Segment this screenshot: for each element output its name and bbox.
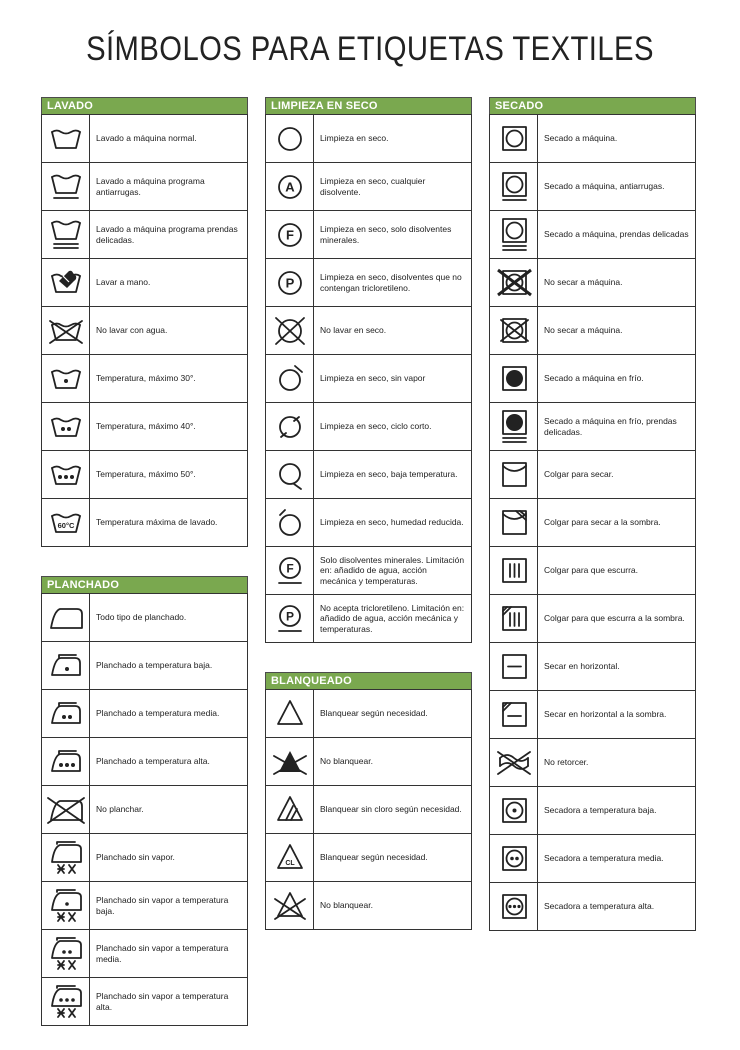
symbol-row	[42, 834, 247, 882]
symbol-row	[266, 259, 471, 307]
iron-one-dot-icon	[42, 642, 90, 689]
tumble-dry-icon	[490, 115, 538, 162]
do-not-wash-icon	[42, 307, 90, 354]
symbol-row	[42, 786, 247, 834]
symbol-row	[266, 499, 471, 547]
symbol-description: No acepta tricloretileno. Limitación en: añadido de agua, acción mecánica y temperaturas.	[320, 602, 465, 634]
dry-clean-no-steam-icon	[266, 355, 314, 402]
symbol-row	[266, 786, 471, 834]
svg-text:A: A	[284, 179, 295, 194]
wash-60c-icon	[42, 499, 90, 546]
symbol-description: Lavado a máquina programa antiarrugas.	[96, 176, 205, 197]
symbol-row	[42, 163, 247, 211]
do-not-bleach-icon	[266, 882, 314, 929]
symbol-description: Secar en horizontal a la sombra.	[544, 709, 667, 720]
symbol-row	[266, 595, 471, 643]
symbol-list	[41, 114, 248, 547]
symbol-description: Temperatura, máximo 30°.	[96, 373, 196, 384]
symbol-row	[42, 642, 247, 690]
symbol-description: Limpieza en seco, baja temperatura.	[320, 469, 458, 480]
dry-flat-shade-icon	[490, 691, 538, 738]
symbol-row	[266, 307, 471, 355]
symbol-row	[490, 163, 695, 211]
bleach-triangle-icon	[266, 690, 314, 737]
symbol-row	[490, 355, 695, 403]
symbol-row	[266, 355, 471, 403]
symbol-row	[490, 499, 695, 547]
symbol-row	[490, 739, 695, 787]
symbol-description: Colgar para secar a la sombra.	[544, 517, 661, 528]
symbol-row	[42, 259, 247, 307]
do-not-tumble-dry-bold-icon	[490, 259, 538, 306]
svg-text:P: P	[285, 275, 294, 290]
wash-tub-two-bars-icon	[42, 211, 90, 258]
symbol-row	[42, 499, 247, 547]
section-lavado	[41, 97, 248, 547]
symbol-description: No lavar en seco.	[320, 325, 387, 336]
tumble-dry-low-icon	[490, 787, 538, 834]
symbol-description: Limpieza en seco, ciclo corto.	[320, 421, 432, 432]
symbol-description: Lavar a mano.	[96, 277, 151, 288]
symbol-description: Temperatura, máximo 50°.	[96, 469, 196, 480]
symbol-description: Temperatura, máximo 40°.	[96, 421, 196, 432]
symbol-row	[490, 211, 695, 259]
do-not-tumble-dry-icon	[490, 307, 538, 354]
wash-tub-one-bar-icon	[42, 163, 90, 210]
section-header: BLANQUEADO	[265, 672, 472, 689]
symbol-row	[42, 355, 247, 403]
section-limpieza-en-seco	[265, 97, 472, 643]
symbol-row	[42, 738, 247, 786]
symbol-description: Secado a máquina en frío, prendas delicadas.	[544, 416, 677, 437]
tumble-dry-cold-delicate-icon	[490, 403, 538, 450]
tumble-dry-medium-icon	[490, 835, 538, 882]
dry-flat-icon	[490, 643, 538, 690]
iron-two-dots-icon	[42, 690, 90, 737]
symbol-row	[490, 787, 695, 835]
symbol-description: No lavar con agua.	[96, 325, 168, 336]
dry-clean-p-icon	[266, 259, 314, 306]
symbol-row	[42, 307, 247, 355]
symbol-row	[42, 882, 247, 930]
symbol-row	[42, 930, 247, 978]
section-header: LIMPIEZA EN SECO	[265, 97, 472, 114]
symbol-description: Temperatura máxima de lavado.	[96, 517, 218, 528]
symbol-row	[490, 643, 695, 691]
symbol-description: Colgar para que escurra a la sombra.	[544, 613, 685, 624]
symbol-row	[266, 403, 471, 451]
symbol-row	[266, 451, 471, 499]
symbol-row	[266, 882, 471, 930]
wash-one-dot-icon	[42, 355, 90, 402]
svg-text:60°C: 60°C	[57, 520, 74, 530]
symbol-description: Colgar para secar.	[544, 469, 614, 480]
dry-clean-reduced-moisture-icon	[266, 499, 314, 546]
symbol-row	[490, 307, 695, 355]
symbol-description: No blanquear.	[320, 756, 373, 767]
symbol-description: Secadora a temperatura media.	[544, 853, 664, 864]
tumble-dry-high-icon	[490, 883, 538, 930]
dry-clean-f-gentle-icon	[266, 547, 314, 594]
symbol-description: Secadora a temperatura baja.	[544, 805, 657, 816]
symbol-row	[42, 594, 247, 642]
symbol-description: Planchado a temperatura baja.	[96, 660, 213, 671]
symbol-description: Limpieza en seco, cualquier disolvente.	[320, 176, 426, 197]
section-header: SECADO	[489, 97, 696, 114]
symbol-row	[42, 978, 247, 1026]
symbol-description: Colgar para que escurra.	[544, 565, 639, 576]
non-chlorine-bleach-icon	[266, 786, 314, 833]
symbol-description: Limpieza en seco.	[320, 133, 389, 144]
iron-no-steam-one-dot-icon	[42, 882, 90, 929]
symbol-list	[41, 593, 248, 1026]
symbol-description: Secadora a temperatura alta.	[544, 901, 655, 912]
symbol-description: Secado a máquina, antiarrugas.	[544, 181, 665, 192]
symbol-description: Planchado sin vapor a temperatura media.	[96, 943, 229, 964]
dry-clean-a-icon	[266, 163, 314, 210]
svg-text:F: F	[285, 561, 294, 575]
symbol-description: Planchado sin vapor a temperatura alta.	[96, 991, 229, 1012]
iron-no-steam-three-dots-icon	[42, 978, 90, 1025]
dry-clean-low-temp-icon	[266, 451, 314, 498]
symbol-description: Limpieza en seco, humedad reducida.	[320, 517, 464, 528]
symbol-row	[266, 115, 471, 163]
svg-text:F: F	[285, 227, 294, 242]
symbol-row	[490, 547, 695, 595]
symbol-description: Blanquear sin cloro según necesidad.	[320, 804, 462, 815]
symbol-description: Limpieza en seco, solo disolventes minerales.	[320, 224, 452, 245]
symbol-row	[266, 547, 471, 595]
symbol-row	[490, 259, 695, 307]
dry-clean-p-gentle-icon	[266, 595, 314, 642]
symbol-row	[490, 451, 695, 499]
symbol-list	[265, 114, 472, 643]
symbol-row	[266, 163, 471, 211]
symbol-description: No retorcer.	[544, 757, 589, 768]
symbol-description: Limpieza en seco, sin vapor	[320, 373, 426, 384]
tumble-dry-cold-icon	[490, 355, 538, 402]
symbol-description: Secar en horizontal.	[544, 661, 620, 672]
page-title: SÍMBOLOS PARA ETIQUETAS TEXTILES	[86, 30, 654, 68]
symbol-description: No secar a máquina.	[544, 277, 623, 288]
symbol-row	[490, 883, 695, 931]
symbol-row	[42, 690, 247, 738]
tumble-dry-two-bars-icon	[490, 211, 538, 258]
hand-wash-icon	[42, 259, 90, 306]
section-blanqueado	[265, 672, 472, 930]
line-dry-icon	[490, 451, 538, 498]
symbol-row	[42, 115, 247, 163]
do-not-wring-icon	[490, 739, 538, 786]
symbol-row	[490, 595, 695, 643]
symbol-row	[490, 691, 695, 739]
symbol-description: No blanquear.	[320, 900, 373, 911]
svg-text:P: P	[285, 609, 294, 623]
symbol-row	[490, 115, 695, 163]
symbol-description: Blanquear según necesidad.	[320, 852, 428, 863]
symbol-description: No secar a máquina.	[544, 325, 623, 336]
iron-icon	[42, 594, 90, 641]
symbol-row	[42, 403, 247, 451]
section-planchado	[41, 576, 248, 1026]
dry-clean-circle-icon	[266, 115, 314, 162]
symbol-row	[266, 690, 471, 738]
line-dry-shade-icon	[490, 499, 538, 546]
section-header: LAVADO	[41, 97, 248, 114]
do-not-bleach-filled-icon	[266, 738, 314, 785]
symbol-row	[266, 738, 471, 786]
symbol-list	[265, 689, 472, 930]
svg-text:CL: CL	[284, 859, 295, 867]
symbol-description: Secado a máquina.	[544, 133, 618, 144]
symbol-description: Planchado sin vapor a temperatura baja.	[96, 895, 229, 916]
symbol-row	[42, 211, 247, 259]
symbol-row	[42, 451, 247, 499]
symbol-description: Secado a máquina, prendas delicadas	[544, 229, 689, 240]
symbol-description: Planchado a temperatura alta.	[96, 756, 210, 767]
wash-tub-icon	[42, 115, 90, 162]
drip-dry-shade-icon	[490, 595, 538, 642]
tumble-dry-one-bar-icon	[490, 163, 538, 210]
iron-three-dots-icon	[42, 738, 90, 785]
symbol-description: Secado a máquina en frío.	[544, 373, 644, 384]
section-header: PLANCHADO	[41, 576, 248, 593]
dry-clean-short-cycle-icon	[266, 403, 314, 450]
symbol-description: Lavado a máquina programa prendas delicadas.	[96, 224, 238, 245]
iron-no-steam-two-dots-icon	[42, 930, 90, 977]
do-not-iron-icon	[42, 786, 90, 833]
symbol-description: Blanquear según necesidad.	[320, 708, 428, 719]
symbol-description: Planchado a temperatura media.	[96, 708, 220, 719]
iron-no-steam-icon	[42, 834, 90, 881]
symbol-row	[490, 403, 695, 451]
symbol-description: Lavado a máquina normal.	[96, 133, 197, 144]
symbol-list	[489, 114, 696, 931]
symbol-row	[266, 211, 471, 259]
symbol-row	[490, 835, 695, 883]
dry-clean-f-icon	[266, 211, 314, 258]
do-not-dry-clean-icon	[266, 307, 314, 354]
symbol-description: Todo tipo de planchado.	[96, 612, 187, 623]
wash-two-dots-icon	[42, 403, 90, 450]
chlorine-bleach-icon	[266, 834, 314, 881]
section-secado	[489, 97, 696, 931]
wash-three-dots-icon	[42, 451, 90, 498]
drip-dry-icon	[490, 547, 538, 594]
symbol-row	[266, 834, 471, 882]
symbol-description: Solo disolventes minerales. Limitación en: añadido de agua, acción mecánica y temperaturas.	[320, 554, 465, 586]
symbol-description: Limpieza en seco, disolventes que no contengan tricloretileno.	[320, 272, 462, 293]
symbol-description: No planchar.	[96, 804, 144, 815]
symbol-description: Planchado sin vapor.	[96, 852, 175, 863]
